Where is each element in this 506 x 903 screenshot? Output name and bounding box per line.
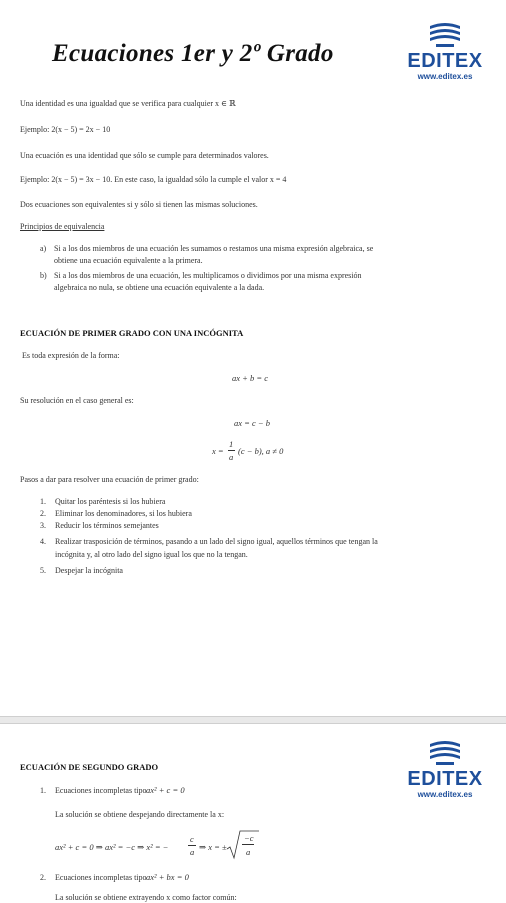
section-heading-second-degree: ECUACIÓN DE SEGUNDO GRADO (20, 762, 159, 772)
derivation-part: ax² + c = 0 ⇒ ax² = −c ⇒ x² = − (55, 842, 169, 852)
formula-rhs: (c − b), a ≠ 0 (238, 446, 284, 456)
logo-url: www.editex.es (417, 790, 473, 799)
steps-intro: Pasos a dar para resolver una ecuación de primer grado: (20, 475, 199, 484)
item-text: Ecuaciones incompletas tipo (55, 786, 147, 795)
step-text: Reducir los términos semejantes (55, 521, 159, 530)
step-text: Despejar la incógnita (55, 566, 123, 575)
editex-logo (404, 738, 486, 800)
step-text: Quitar los paréntesis si los hubiera (55, 497, 166, 506)
book-stack-icon (426, 738, 464, 766)
item-formula: ax² + c = 0 (146, 785, 185, 795)
item-1-solution: La solución se obtiene despejando directamente la x: (55, 810, 225, 819)
step-text-continued: incógnita y, al otro lado del signo igual los que no la tengan. (55, 550, 248, 559)
fraction-bar (188, 845, 196, 846)
section-heading-first-degree: ECUACIÓN DE PRIMER GRADO CON UNA INCÓGNITA (20, 328, 244, 338)
fraction-denominator: a (190, 847, 195, 857)
step-number: 3. (40, 521, 46, 530)
step-number: 1. (40, 497, 46, 506)
logo-url: www.editex.es (417, 72, 473, 81)
item-2-solution: La solución se obtiene extrayendo x como factor común: (55, 893, 237, 902)
root-denominator: a (246, 847, 251, 857)
fraction-bar (228, 450, 235, 451)
first-degree-form: ax + b = c (232, 373, 269, 383)
fraction-numerator: 1 (229, 439, 234, 449)
logo-brand: EDITEX (407, 50, 483, 72)
equation-example: Ejemplo: 2(x − 5) = 3x − 10. En este caso, la igualdad sólo la cumple el valor x = 4 (20, 175, 287, 184)
first-degree-intro: Es toda expresión de la forma: (22, 351, 120, 360)
root-numerator: −c (244, 833, 254, 843)
identity-example: Ejemplo: 2(x − 5) = 2x − 10 (20, 125, 111, 134)
fraction-denominator: a (229, 452, 234, 462)
equation-definition: Una ecuación es una identidad que sólo se cumple para determinados valores. (20, 151, 269, 160)
principles-label: Principios de equivalencia (20, 222, 105, 231)
document-title: Ecuaciones 1er y 2º Grado (52, 40, 334, 67)
book-stack-icon (426, 20, 464, 48)
item-number: 2. (40, 873, 46, 882)
step-number: 4. (40, 537, 46, 546)
step-number: 2. (40, 509, 46, 518)
item-number: 1. (40, 786, 46, 795)
principle-label: b) (40, 271, 47, 280)
step-text: Realizar trasposición de términos, pasando a un lado del signo igual, aquellos términos que tengan la (55, 537, 378, 546)
equation-ax-eq-c-minus-b: ax = c − b (234, 418, 271, 428)
identity-definition: Una identidad es una igualdad que se verifica para cualquier x ∈ ℝ (20, 99, 236, 108)
general-case-text: Su resolución en el caso general es: (20, 396, 134, 405)
step-number: 5. (40, 566, 46, 575)
principle-line: algebraica no nula, se obtiene una ecuación equivalente a la dada. (54, 283, 265, 292)
formula-lhs: x = (212, 446, 224, 456)
principle-line: Si a los dos miembros de una ecuación les sumamos o restamos una misma expresión algebraica, se (54, 244, 374, 253)
root-fraction-bar (242, 844, 254, 845)
fraction-numerator: c (190, 834, 194, 844)
logo-brand: EDITEX (407, 768, 483, 790)
equivalence-definition: Dos ecuaciones son equivalentes si y sólo si tienen las mismas soluciones. (20, 200, 258, 209)
item-formula: ax² + bx = 0 (146, 872, 189, 882)
editex-logo (404, 20, 486, 82)
item-text: Ecuaciones incompletas tipo (55, 873, 147, 882)
derivation-part: ⇒ x = ± (199, 842, 227, 852)
principle-line: obtiene una ecuación equivalente a la primera. (54, 256, 203, 265)
step-text: Eliminar los denominadores, si los hubiera (55, 509, 192, 518)
principle-line: Si a los dos miembros de una ecuación, les multiplicamos o dividimos por una misma expresión (54, 271, 362, 280)
page-2 (0, 722, 506, 900)
principle-label: a) (40, 244, 47, 253)
square-root-sign (226, 829, 260, 861)
